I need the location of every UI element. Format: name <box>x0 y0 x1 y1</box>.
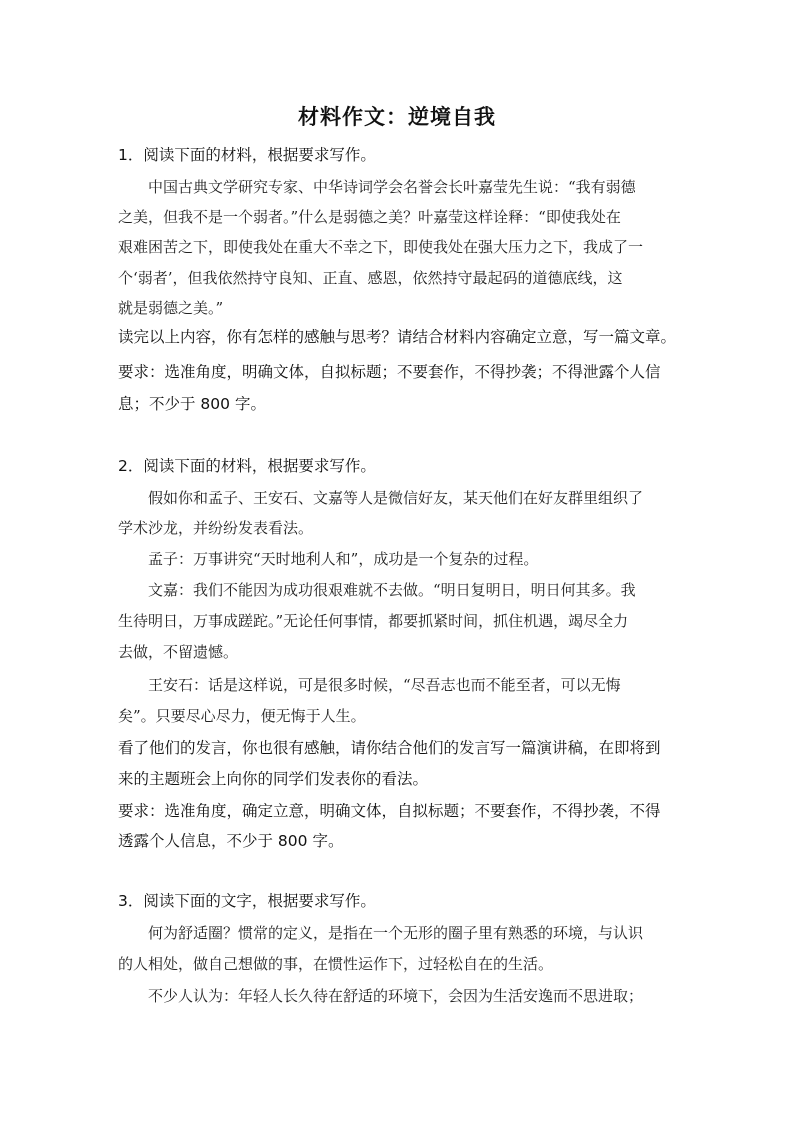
q2-material-line: 文嘉：我们不能因为成功很艰难就不去做。“明日复明日，明日何其多。我 <box>148 581 636 599</box>
q2-material-line: 假如你和孟子、王安石、文嘉等人是微信好友，某天他们在好友群里组织了 <box>148 489 644 507</box>
q1-requirement-line: 息；不少于 800 字。 <box>118 395 266 413</box>
q3-material-line: 何为舒适圈？惯常的定义，是指在一个无形的圈子里有熟悉的环境，与认识 <box>148 924 644 942</box>
q1-material-line: 艰难困苦之下，即使我处在重大不幸之下，即使我处在强大压力之下，我成了一 <box>118 238 644 256</box>
q1-heading: 1．阅读下面的材料，根据要求写作。 <box>118 146 376 164</box>
document-title: 材料作文：逆境自我 <box>298 104 496 129</box>
q1-requirement-line: 要求：选准角度，明确文体，自拟标题；不要套作，不得抄袭；不得泄露个人信 <box>118 363 661 381</box>
q2-material-line: 矣”。只要尽心尽力，便无悔于人生。 <box>118 707 366 725</box>
q2-material-line: 王安石：话是这样说，可是很多时候，“尽吾志也而不能至者，可以无悔 <box>148 676 621 694</box>
q3-material-line: 的人相处，做自己想做的事，在惯性运作下，过轻松自在的生活。 <box>118 955 554 973</box>
q2-prompt-line: 看了他们的发言，你也很有感触，请你结合他们的发言写一篇演讲稿，在即将到 <box>118 739 661 757</box>
q2-heading: 2．阅读下面的材料，根据要求写作。 <box>118 457 376 475</box>
q2-material-line: 生待明日，万事成蹉跎。”无论任何事情，都要抓紧时间，抓住机遇，竭尽全力 <box>118 612 629 630</box>
q3-material-line: 不少人认为：年轻人长久待在舒适的环境下，会因为生活安逸而不思进取； <box>148 987 644 1005</box>
q1-material-line: 中国古典文学研究专家、中华诗词学会名誉会长叶嘉莹先生说：“我有弱德 <box>148 178 636 196</box>
q2-material-line: 学术沙龙，并纷纷发表看法。 <box>118 519 314 537</box>
q1-material-line: 就是弱德之美。” <box>118 299 224 317</box>
q2-requirement-line: 透露个人信息，不少于 800 字。 <box>118 832 344 850</box>
q1-material-line: 个‘弱者’，但我依然持守良知、正直、感恩，依然持守最起码的道德底线，这 <box>118 269 623 287</box>
q1-prompt: 读完以上内容，你有怎样的感触与思考？请结合材料内容确定立意，写一篇文章。 <box>118 328 677 346</box>
q2-requirement-line: 要求：选准角度，确定立意，明确文体，自拟标题；不要套作，不得抄袭，不得 <box>118 802 661 820</box>
q2-material-line: 去做，不留遗憾。 <box>118 643 239 661</box>
q3-heading: 3．阅读下面的文字，根据要求写作。 <box>118 892 376 910</box>
q2-prompt-line: 来的主题班会上向你的同学们发表你的看法。 <box>118 770 429 788</box>
q1-material-line: 之美，但我不是一个弱者。”什么是弱德之美？叶嘉莹这样诠释：“即使我处在 <box>118 208 621 226</box>
q2-material-line: 孟子：万事讲究“天时地利人和”，成功是一个复杂的过程。 <box>148 550 539 568</box>
